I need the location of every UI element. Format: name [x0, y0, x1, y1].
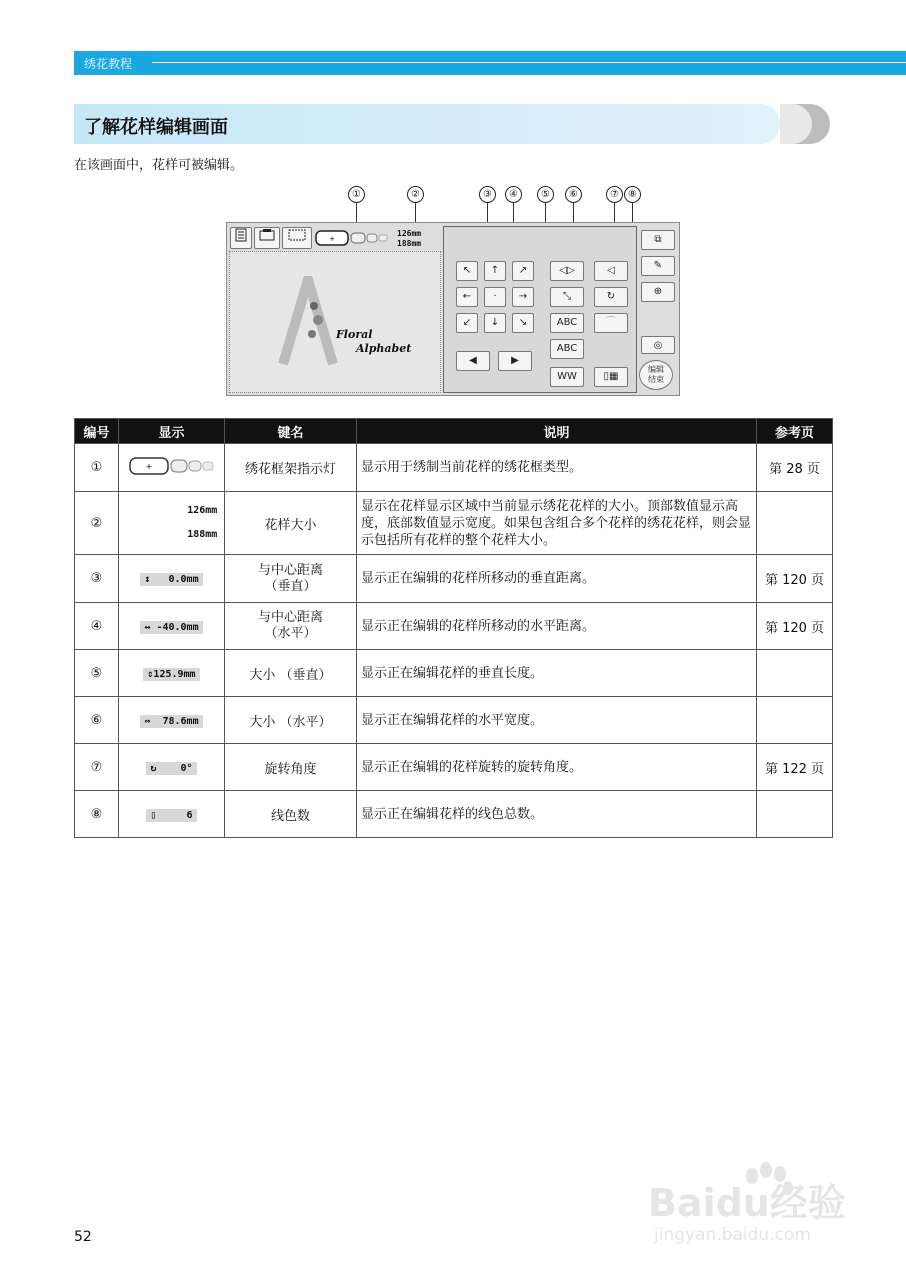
row-reference [757, 492, 833, 555]
table-row [75, 555, 833, 603]
baidu-watermark [640, 1160, 860, 1250]
row-reference: 第 28 页 [757, 444, 833, 492]
header-reference-page: 参考页 [757, 419, 833, 444]
page-number: 52 [74, 1229, 92, 1245]
thread-color-button[interactable]: ▯▦ [594, 367, 628, 387]
floral-text: Floral [336, 328, 373, 341]
flip-horizontal-button[interactable]: ◁▷ [550, 261, 584, 281]
row-key-name: 旋转角度 [225, 744, 357, 791]
row-display [119, 697, 225, 744]
table-row [75, 603, 833, 650]
row-reference: 第 120 页 [757, 555, 833, 603]
row-number: ⑤ [75, 650, 119, 697]
row-display [119, 555, 225, 603]
pattern-size-display [123, 492, 221, 554]
svg-text:+: + [145, 461, 152, 471]
row-reference [757, 650, 833, 697]
row-description: 显示正在编辑的花样旋转的旋转角度。 [357, 744, 757, 791]
text-array-button[interactable]: ⌒ [594, 313, 628, 333]
row-number: ⑧ [75, 791, 119, 838]
delete-button[interactable]: ✎ [641, 256, 675, 276]
header-key-name: 键名 [225, 419, 357, 444]
help-button[interactable]: ◎ [641, 336, 675, 354]
distance-vertical-display: ↕ 0.0mm [140, 573, 202, 586]
row-number: ③ [75, 555, 119, 603]
row-display [119, 603, 225, 650]
row-display [119, 650, 225, 697]
row-description: 显示正在编辑的花样所移动的水平距离。 [357, 603, 757, 650]
row-key-name: 大小 （垂直） [225, 650, 357, 697]
row-description: 显示用于绣制当前花样的绣花框类型。 [357, 444, 757, 492]
table-row [75, 697, 833, 744]
row-key-name: 大小 （水平） [225, 697, 357, 744]
row-display [119, 744, 225, 791]
row-reference [757, 697, 833, 744]
callout-1: ① [348, 186, 365, 203]
move-up-button[interactable]: ↑ [484, 261, 506, 281]
row-description: 显示在花样显示区域中当前显示绣花花样的大小。顶部数值显示高度，底部数值显示宽度。如果包含组合多个花样的绣花花样，则会显示包括所有花样的整个花样大小。 [357, 492, 757, 555]
size-horizontal-display: ⇔ 78.6mm [140, 715, 202, 728]
row-number: ① [75, 444, 119, 492]
callout-3: ③ [479, 186, 496, 203]
move-down-right-button[interactable]: ↘ [512, 313, 534, 333]
rotation-angle-display: ↻ 0° [146, 762, 196, 775]
move-right-button[interactable]: → [512, 287, 534, 307]
table-row [75, 744, 833, 791]
list-icon [234, 228, 248, 242]
row-key-name: 线色数 [225, 791, 357, 838]
row-description: 显示正在编辑的花样所移动的垂直距离。 [357, 555, 757, 603]
hoop-indicator-icon [315, 229, 391, 247]
pattern-list-button[interactable] [230, 227, 252, 249]
header-display: 显示 [119, 419, 225, 444]
callout-4: ④ [505, 186, 522, 203]
page-prev-button[interactable]: ◀ [456, 351, 490, 371]
pattern-size-width: 188mm [397, 239, 422, 248]
row-description: 显示正在编辑花样的水平宽度。 [357, 697, 757, 744]
chapter-header [74, 51, 906, 75]
table-header-row [75, 419, 833, 444]
hoop-indicator-icon [129, 456, 215, 476]
table-row [75, 492, 833, 555]
header-rule [152, 62, 906, 63]
pattern-display-area [229, 251, 441, 393]
edit-controls-panel [443, 226, 637, 393]
rotate-button[interactable]: ↻ [594, 287, 628, 307]
move-down-button[interactable]: ↓ [484, 313, 506, 333]
letter-a-pattern [278, 276, 338, 366]
table-row [75, 791, 833, 838]
svg-text:+: + [329, 235, 335, 243]
move-left-button[interactable]: ← [456, 287, 478, 307]
move-up-left-button[interactable]: ↖ [456, 261, 478, 281]
watermark-brand: Baidu经验 [648, 1181, 846, 1225]
size-vertical-display: ⇕125.9mm [143, 668, 199, 681]
end-edit-button[interactable]: 编辑 结束 [639, 360, 673, 390]
row-key-name: 花样大小 [225, 492, 357, 555]
center-button[interactable]: · [484, 287, 506, 307]
frame-view-button[interactable] [282, 227, 312, 249]
machine-button[interactable] [254, 227, 280, 249]
row-number: ⑥ [75, 697, 119, 744]
watermark-url: jingyan.baidu.com [654, 1225, 811, 1245]
row-description: 显示正在编辑花样的垂直长度。 [357, 650, 757, 697]
row-display [119, 444, 225, 492]
header-description: 说明 [357, 419, 757, 444]
size-width-value: 188mm [187, 529, 218, 540]
row-key-name: 与中心距离 （水平） [225, 603, 357, 650]
text-spacing-button[interactable]: ABC [550, 313, 584, 333]
row-reference [757, 791, 833, 838]
callout-5: ⑤ [537, 186, 554, 203]
row-number: ④ [75, 603, 119, 650]
flip-vertical-button[interactable]: ◁ [594, 261, 628, 281]
move-down-left-button[interactable]: ↙ [456, 313, 478, 333]
section-title-bar [74, 104, 780, 144]
section-bar-cap [780, 104, 830, 144]
size-height-value: 126mm [187, 505, 218, 516]
reference-table [74, 418, 833, 838]
row-display [119, 492, 225, 555]
callout-8: ⑧ [624, 186, 641, 203]
row-reference: 第 122 页 [757, 744, 833, 791]
distance-horizontal-display: ↔ -40.0mm [140, 621, 202, 634]
density-button[interactable]: WW [550, 367, 584, 387]
row-number: ⑦ [75, 744, 119, 791]
alphabet-text: Alphabet [356, 342, 412, 355]
callout-7: ⑦ [606, 186, 623, 203]
table-row [75, 650, 833, 697]
intro-text: 在该画面中，花样可被编辑。 [74, 158, 244, 173]
machine-icon [259, 228, 275, 242]
row-key-name: 与中心距离 （垂直） [225, 555, 357, 603]
table-row [75, 444, 833, 492]
row-display [119, 791, 225, 838]
chapter-title: 绣花教程 [84, 57, 133, 71]
copy-button[interactable]: ⧉ [641, 230, 675, 250]
callout-2: ② [407, 186, 424, 203]
callout-6: ⑥ [565, 186, 582, 203]
row-number: ② [75, 492, 119, 555]
right-button-column [639, 226, 677, 391]
pattern-size-height: 126mm [397, 229, 422, 238]
row-key-name: 绣花框架指示灯 [225, 444, 357, 492]
edit-screen-illustration [226, 222, 680, 396]
section-title: 了解花样编辑画面 [84, 117, 228, 138]
row-description: 显示正在编辑花样的线色总数。 [357, 791, 757, 838]
header-number: 编号 [75, 419, 119, 444]
thread-color-display: ▯ 6 [146, 809, 196, 822]
character-spacing-button[interactable]: ABC [550, 339, 584, 359]
resize-button[interactable]: ⤡ [550, 287, 584, 307]
move-up-right-button[interactable]: ↗ [512, 261, 534, 281]
page-next-button[interactable]: ▶ [498, 351, 532, 371]
row-reference: 第 120 页 [757, 603, 833, 650]
add-pattern-button[interactable]: ⊕ [641, 282, 675, 302]
frame-icon [287, 228, 307, 242]
